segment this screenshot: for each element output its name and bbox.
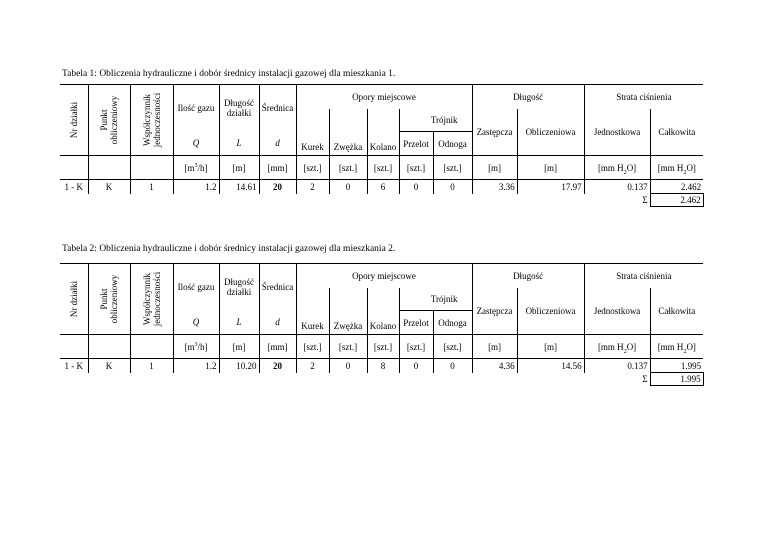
cell-przelot: 0 [399, 180, 433, 194]
cell-lc: 14.56 [517, 359, 584, 373]
unit-lc: [m] [517, 156, 584, 180]
unit-d: [mm] [259, 335, 296, 359]
unit-kurek: [szt.] [296, 156, 329, 180]
header-opory-miejscowe: Opory miejscowe [296, 264, 472, 288]
header-dlugosc: Długość [472, 85, 584, 109]
header-strata-cisnienia: Strata ciśnienia [584, 85, 703, 109]
header-trojnik: Trójnik [399, 109, 472, 132]
header-kolano: Kolano [367, 288, 399, 335]
unit-lc: [m] [517, 335, 584, 359]
header-jednostkowa: Jednostkowa [584, 288, 650, 335]
header-jednostkowa: Jednostkowa [584, 109, 650, 156]
unit-empty-3 [130, 156, 173, 180]
header-zastepcza: Zastępcza [472, 288, 517, 335]
unit-rj: [mm $H_2O$] [584, 335, 650, 359]
header-ilosc-gazu: Ilość gazu [173, 85, 219, 132]
header-kurek: Kurek [296, 109, 329, 156]
unit-lz: [m] [472, 335, 517, 359]
unit-kolano: [szt.] [367, 156, 399, 180]
cell-kurek: 2 [296, 180, 329, 194]
header-nr-dzialki: Nr działki [60, 264, 88, 335]
unit-empty-2 [88, 156, 130, 180]
sum-value: 2.462 [650, 194, 703, 207]
table-row [60, 180, 703, 194]
unit-kolano: [szt.] [367, 335, 399, 359]
cell-l: 10.20 [219, 359, 259, 373]
header-obliczeniowa: Obliczeniowa [517, 288, 584, 335]
cell-l: 14.61 [219, 180, 259, 194]
cell-kolano: 8 [367, 359, 399, 373]
unit-l: [m] [219, 156, 259, 180]
cell-r: 2.462 [680, 181, 702, 192]
unit-r: [mm $H_2O$] [650, 335, 703, 359]
unit-r: [mm $H_2O$] [650, 156, 703, 180]
cell-rj: 0.137 [584, 359, 650, 373]
header-trojnik: Trójnik [399, 288, 472, 311]
table-1 [60, 84, 704, 207]
symbol-l: L [219, 311, 259, 335]
table-row [60, 359, 703, 373]
cell-lc: 17.97 [517, 180, 584, 194]
cell-kurek: 2 [296, 359, 329, 373]
cell-zwezka: 0 [329, 359, 367, 373]
unit-empty-1 [60, 335, 88, 359]
symbol-d: d [259, 311, 296, 335]
symbol-q: Q [173, 132, 219, 156]
unit-rj: [mm $H_2O$] [584, 156, 650, 180]
symbol-q: Q [173, 311, 219, 335]
cell-wsp: 1 [130, 359, 173, 373]
cell-przelot: 0 [399, 359, 433, 373]
unit-empty-3 [130, 335, 173, 359]
cell-lz: 3.36 [472, 180, 517, 194]
header-ilosc-gazu: Ilość gazu [173, 264, 219, 311]
table-2-caption: Tabela 2: Obliczenia hydrauliczne i dobór średnicy instalacji gazowej dla mieszkania 2. [62, 244, 396, 254]
unit-kurek: [szt.] [296, 335, 329, 359]
cell-q: 1.2 [173, 359, 219, 373]
unit-empty-1 [60, 156, 88, 180]
unit-d: [mm] [259, 156, 296, 180]
header-odnoga: Odnoga [433, 132, 472, 156]
cell-d: 20 [259, 180, 296, 194]
header-nr-dzialki: Nr działki [60, 85, 88, 156]
symbol-l: L [219, 132, 259, 156]
header-obliczeniowa: Obliczeniowa [517, 109, 584, 156]
header-dlugosc-dzialki: Długość działki [219, 85, 259, 132]
cell-r: 1.995 [680, 360, 702, 371]
header-odnoga: Odnoga [433, 311, 472, 335]
header-przelot: Przelot [399, 132, 433, 156]
header-przelot: Przelot [399, 311, 433, 335]
sum-spacer [60, 373, 584, 386]
symbol-d: d [259, 132, 296, 156]
table-2 [60, 263, 704, 386]
header-strata-cisnienia: Strata ciśnienia [584, 264, 703, 288]
header-kurek: Kurek [296, 288, 329, 335]
sum-spacer [60, 194, 584, 207]
cell-rj: 0.137 [584, 180, 650, 194]
sum-symbol: Σ [642, 195, 648, 205]
header-punkt-obliczeniowy: Punkt obliczeniowy [88, 85, 130, 156]
unit-lz: [m] [472, 156, 517, 180]
cell-wsp: 1 [130, 180, 173, 194]
unit-q: $[m^3/h]$ [173, 335, 219, 359]
header-zwezka: Zwężka [329, 109, 367, 156]
unit-q: $[m^3/h]$ [173, 156, 219, 180]
header-calkowita: Całkowita [650, 288, 703, 335]
cell-punkt: K [88, 359, 130, 373]
cell-d: 20 [259, 359, 296, 373]
table-1-caption: Tabela 1: Obliczenia hydrauliczne i dobór średnicy instalacji gazowej dla mieszkania 1. [62, 69, 396, 79]
cell-nr: 1 - K [60, 359, 88, 373]
header-wspolczynnik: Współczynnik jednoczesności [130, 85, 173, 156]
unit-przelot: [szt.] [399, 335, 433, 359]
header-zwezka: Zwężka [329, 288, 367, 335]
unit-l: [m] [219, 335, 259, 359]
cell-lz: 4.36 [472, 359, 517, 373]
unit-empty-2 [88, 335, 130, 359]
header-calkowita: Całkowita [650, 109, 703, 156]
unit-odnoga: [szt.] [433, 335, 472, 359]
header-kolano: Kolano [367, 109, 399, 156]
unit-zwezka: [szt.] [329, 156, 367, 180]
header-opory-miejscowe: Opory miejscowe [296, 85, 472, 109]
header-zastepcza: Zastępcza [472, 109, 517, 156]
header-dlugosc: Długość [472, 264, 584, 288]
header-wspolczynnik: Współczynnik jednoczesności [130, 264, 173, 335]
cell-odnoga: 0 [433, 359, 472, 373]
cell-odnoga: 0 [433, 180, 472, 194]
header-srednica: Średnica [259, 264, 296, 311]
sum-value: 1.995 [650, 373, 703, 386]
cell-punkt: K [88, 180, 130, 194]
cell-q: 1.2 [173, 180, 219, 194]
header-dlugosc-dzialki: Długość działki [219, 264, 259, 311]
unit-przelot: [szt.] [399, 156, 433, 180]
cell-kolano: 6 [367, 180, 399, 194]
sum-symbol: Σ [642, 374, 648, 384]
unit-zwezka: [szt.] [329, 335, 367, 359]
header-srednica: Średnica [259, 85, 296, 132]
header-punkt-obliczeniowy: Punkt obliczeniowy [88, 264, 130, 335]
cell-nr: 1 - K [60, 180, 88, 194]
unit-odnoga: [szt.] [433, 156, 472, 180]
cell-zwezka: 0 [329, 180, 367, 194]
